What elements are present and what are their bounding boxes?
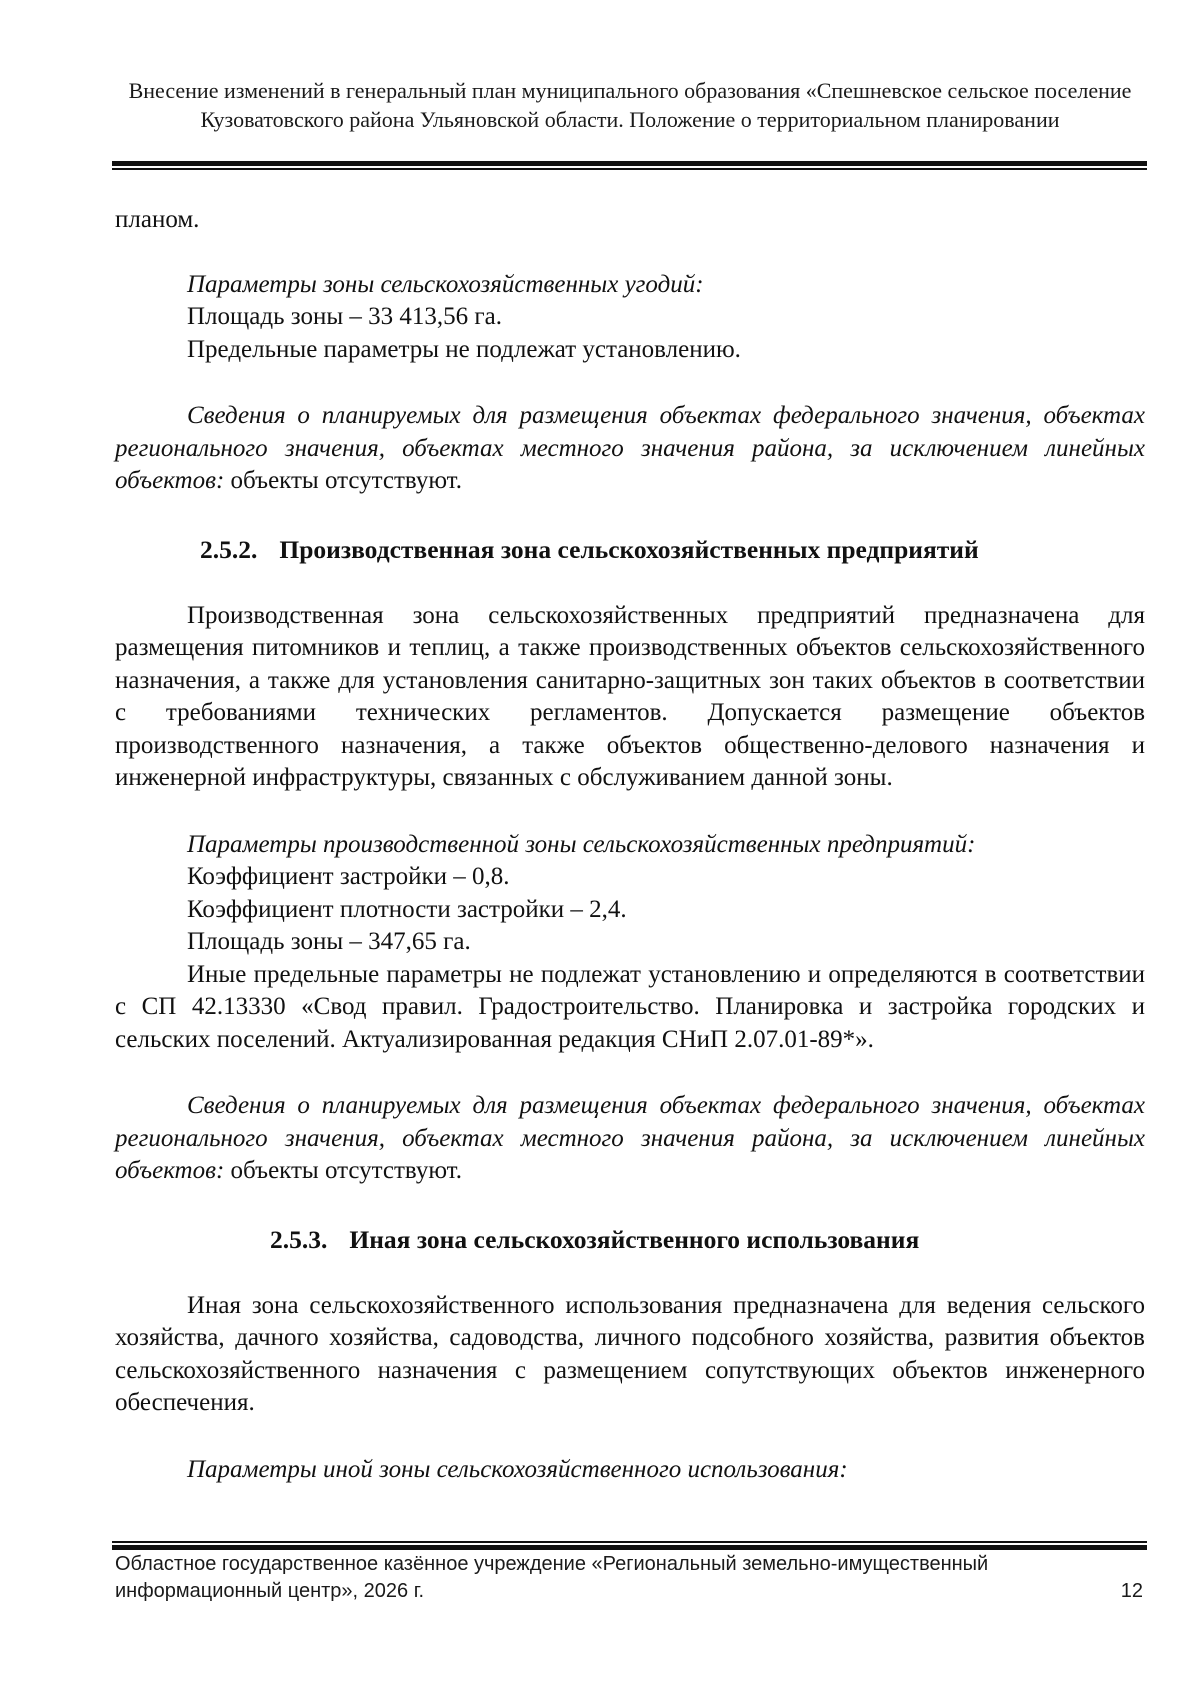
continuation-text: планом.: [115, 206, 200, 233]
section-252-planned-objects: [115, 1090, 1145, 1188]
section-253-params-title: Параметры иной зоны сельскохозяйственного использования:: [187, 1455, 848, 1483]
section-252-other-limits: Иные предельные параметры не подлежат установлению и определяются в соответствии с СП 42.13330 «Свод правил. Градостроительство. Планировка и застройка городских и сельских поселений. Актуализированная редакция СНиП 2.07.01-89*».: [115, 960, 1145, 1053]
agri-params-title: Параметры зоны сельскохозяйственных угодий:: [187, 270, 704, 298]
section-heading-2-5-3: [115, 1224, 1145, 1256]
section-number: 2.5.3.: [270, 1224, 328, 1254]
coef-density: Коэффициент плотности застройки – 2,4.: [187, 895, 627, 923]
agri-planned-objects: [115, 400, 1145, 498]
coef-build: Коэффициент застройки – 0,8.: [187, 863, 510, 890]
running-header: Внесение изменений в генеральный план муниципального образования «Спешневское сельское поселение Кузоватовского района Ульяновской области. Положение о территориальном планировании: [128, 78, 1132, 132]
header-divider: [112, 161, 1147, 170]
page-content: [115, 204, 1145, 1486]
running-footer: [115, 1551, 1145, 1605]
section-252-params-title: Параметры производственной зоны сельскохозяйственных предприятий:: [187, 830, 976, 858]
agri-planned-objects-label: Сведения о планируемых для размещения объектах федерального значения, объектах регионального значения, объектах местного значения района, за исключением линейных объектов:: [115, 402, 1145, 494]
agri-area: Площадь зоны – 33 413,56 га.: [187, 303, 503, 330]
section-title: Иная зона сельскохозяйственного использования: [349, 1224, 920, 1254]
section-252-planned-objects-value: объекты отсутствуют.: [224, 1157, 462, 1184]
section-title: Производственная зона сельскохозяйственных предприятий: [279, 534, 979, 564]
section-number: 2.5.2.: [200, 534, 258, 564]
section-252-description: Производственная зона сельскохозяйственных предприятий предназначена для размещения питомников и теплиц, а также производственных объектов сельскохозяйственного назначения, а также для установления санитарно-защитных зон таких объектов в соответствии с требованиями технических регламентов. Допускается размещение объектов производственного назначения, а также объектов общественно-делового назначения и инженерной инфраструктуры, связанных с обслуживанием данной зоны.: [115, 601, 1145, 791]
section-253-description: Иная зона сельскохозяйственного использования предназначена для ведения сельского хозяйства, дачного хозяйства, садоводства, личного подсобного хозяйства, развития объектов сельскохозяйственного назначения с размещением сопутствующих объектов инженерного обеспечения.: [115, 1291, 1145, 1416]
section-heading-2-5-2: [115, 534, 1145, 566]
agri-planned-objects-value: объекты отсутствуют.: [224, 467, 462, 494]
section-252-planned-objects-label: Сведения о планируемых для размещения объектах федерального значения, объектах регионального значения, объектах местного значения района, за исключением линейных объектов:: [115, 1092, 1145, 1184]
section-252-area: Площадь зоны – 347,65 га.: [187, 928, 471, 955]
page-number: 12: [1120, 1580, 1143, 1602]
agri-limits: Предельные параметры не подлежат установлению.: [187, 335, 741, 363]
footer-divider: [112, 1541, 1147, 1550]
footer-organization: Областное государственное казённое учреждение «Региональный земельно-имущественный информационный центр», 2026 г.: [115, 1553, 989, 1602]
